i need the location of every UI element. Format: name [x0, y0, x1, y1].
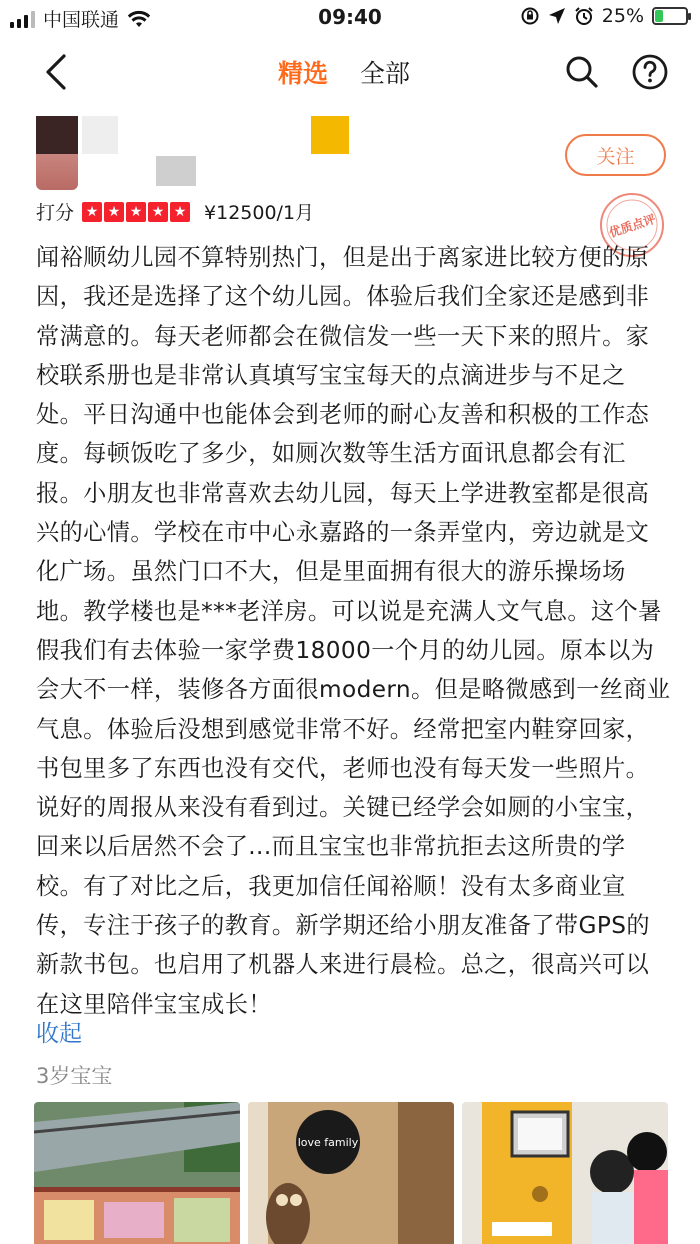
avatar[interactable] [36, 116, 78, 190]
rating-label: 打分 [36, 202, 75, 224]
search-icon[interactable] [562, 52, 602, 92]
star-icon: ★ [148, 202, 168, 222]
review-text: 闻裕顺幼儿园不算特别热门，但是出于离家进比较方便的原因，我还是选择了这个幼儿园。体验后我们全家还是感到非常满意的。每天老师都会在微信发一些一天下来的照片。家校联系册也是非常认真填写宝宝每天的点滴进步与不足之处。平日沟通中也能体会到老师的耐心友善和积极的工作态度。每顿饭吃了多少，如厕次数等生活方面讯息都会有汇报。小朋友也非常喜欢去幼儿园，每天上学进教室都是很高兴的心情。学校在市中心永嘉路的一条弄堂内，旁边就是文化广场。虽然门口不大，但是里面拥有很大的游乐操场场地。教学楼也是***老洋房。可以说是充满人文气息。这个暑假我们有去体验一家学费18000一个月的幼儿园。原本以为会大不一样，装修各方面很modern。但是略微感到一丝商业气息。体验后没想到感觉非常不好。经常把室内鞋穿回家，书包里多了东西也没有交代，老师也没有每天发一些照片。说好的周报从来没有看到过。关键已经学会如厕的小宝宝，回来以后居然不会了...而且宝宝也非常抗拒去这所贵的学校。有了对比之后，我更加信任闻裕顺！没有太多商业宣传，专注于孩子的教育。新学期还给小朋友准备了带GPS的新款书包。也启用了机器人来进行晨检。总之，很高兴可以在这里陪伴宝宝成长！ [36, 244, 671, 1018]
photo-thumbnail[interactable] [462, 1102, 668, 1244]
photo-thumbnail[interactable] [248, 1102, 454, 1244]
tab-all[interactable]: 全部 [360, 59, 411, 88]
star-icon: ★ [82, 202, 102, 222]
battery-icon [652, 7, 688, 25]
level-badge [311, 116, 349, 154]
svg-text:love family: love family [297, 1136, 359, 1149]
rotation-lock-icon [520, 6, 540, 26]
userinfo-blur [156, 156, 196, 186]
nav-bar [0, 40, 700, 104]
help-icon[interactable] [630, 52, 670, 92]
username-blur [82, 116, 118, 154]
star-icon: ★ [104, 202, 124, 222]
star-icon: ★ [170, 202, 190, 222]
status-bar [0, 0, 700, 36]
battery-percent: 25% [601, 5, 644, 27]
collapse-link[interactable]: 收起 [36, 1021, 82, 1047]
star-rating [82, 202, 190, 222]
follow-button[interactable]: 关注 [565, 134, 666, 176]
svg-text:优质点评: 优质点评 [607, 211, 658, 241]
photo-thumbnail[interactable] [34, 1102, 240, 1244]
star-icon: ★ [126, 202, 146, 222]
clock: 09:40 [318, 5, 382, 29]
child-age-tag: 3岁宝宝 [36, 1064, 113, 1088]
price-label: ¥12500/1月 [204, 202, 315, 224]
carrier-label: 中国联通 [43, 9, 120, 31]
location-icon [548, 7, 566, 25]
alarm-icon [574, 6, 594, 26]
rating-row [36, 198, 314, 225]
tab-featured[interactable]: 精选 [278, 59, 329, 88]
photo-strip [34, 1102, 668, 1244]
back-icon[interactable] [34, 50, 78, 94]
